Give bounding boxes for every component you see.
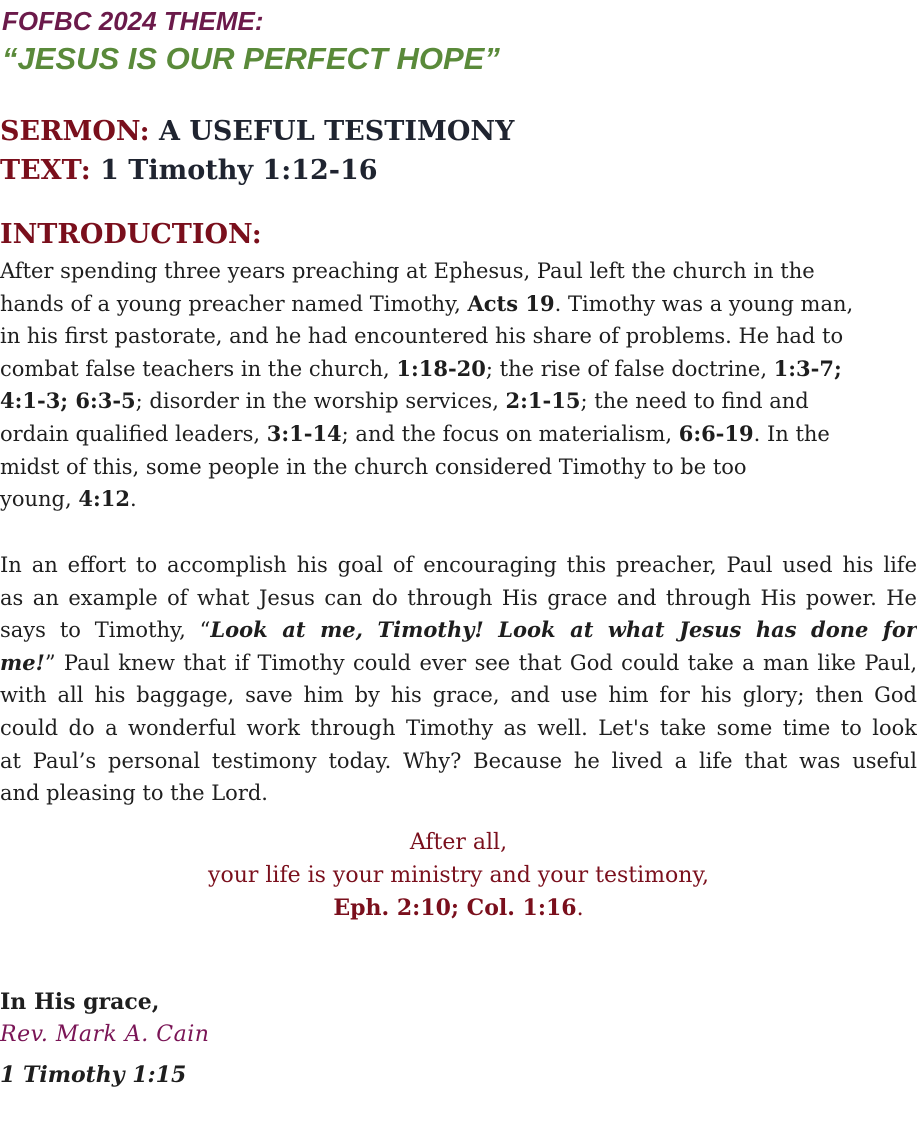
text-run: ordain qualified leaders, [0, 421, 267, 446]
paragraph-line [0, 353, 917, 386]
paragraph-line [0, 418, 917, 451]
scripture-reference: 4:1-3; 6:3-5 [0, 388, 136, 414]
sermon-title: A USEFUL TESTIMONY [159, 116, 515, 147]
paragraph-line [0, 549, 917, 582]
text-run: and pleasing to the Lord. [0, 781, 268, 806]
text-run: . Timothy was a young man, [554, 291, 854, 316]
paragraph-line [0, 777, 917, 810]
text-run: could do a wonderful work through Timothy as well. Let's take some time to look [0, 715, 917, 740]
text-run: in his first pastorate, and he had encountered his share of problems. He had to [0, 324, 844, 349]
theme-label: FOFBC 2024 THEME: [2, 6, 264, 36]
paragraph-line [0, 614, 917, 647]
callout-period: . [576, 896, 584, 921]
text-run: ; the rise of false doctrine, [485, 356, 774, 381]
text-heading [0, 153, 378, 189]
paragraph-line [0, 647, 917, 680]
callout-block [0, 826, 917, 925]
introduction-paragraph-1 [0, 255, 917, 516]
callout-line-2: your life is your ministry and your testimony, [208, 863, 709, 888]
paragraph-line [0, 712, 917, 745]
paragraph-line [0, 320, 917, 353]
text-run: ” Paul knew that if Timothy could ever see that God could take a man like Paul, [44, 650, 917, 675]
paragraph-line [0, 483, 917, 516]
paragraph-line [0, 288, 917, 321]
text-run: ; and the focus on materialism, [341, 421, 679, 446]
scripture-reference: 1:3-7; [773, 355, 842, 381]
text-run: young, [0, 487, 79, 512]
emphasis-quote: me! [0, 649, 45, 675]
sermon-heading [0, 114, 514, 150]
text-run: After spending three years preaching at Ephesus, Paul left the church in the [0, 259, 815, 283]
emphasis-quote: Look at me, Timothy! Look at what Jesus has done for [210, 617, 917, 643]
paragraph-line [0, 255, 917, 288]
text-run: midst of this, some people in the church considered Timothy to be too [0, 454, 747, 479]
signature-verse: 1 Timothy 1:15 [0, 1062, 187, 1088]
text-run: In an effort to accomplish his goal of encouraging this preacher, Paul used his life [0, 553, 917, 577]
paragraph-line [0, 451, 917, 484]
callout-refs-line [0, 892, 917, 925]
paragraph-line [0, 582, 917, 615]
text-run: as an example of what Jesus can do through His grace and through His power. He [0, 585, 917, 610]
closing-salutation: In His grace, [0, 989, 160, 1015]
scripture-reference: 4:12 [78, 486, 130, 512]
introduction-paragraph-2 [0, 549, 917, 810]
text-label: TEXT: [0, 155, 91, 186]
text-run: . In the [753, 421, 830, 446]
scripture-reference: 1:18-20 [396, 355, 486, 381]
theme-title: “JESUS IS OUR PERFECT HOPE” [2, 41, 500, 76]
text-run: ; the need to find and [580, 389, 809, 414]
text-reference: 1 Timothy 1:12-16 [100, 155, 378, 186]
scripture-reference: Acts 19 [467, 290, 555, 316]
scripture-reference: 2:1-15 [505, 388, 581, 414]
callout-line-1: After all, [409, 830, 508, 855]
paragraph-line [0, 679, 917, 712]
text-run: hands of a young preacher named Timothy, [0, 291, 468, 316]
callout-refs: Eph. 2:10; Col. 1:16 [333, 895, 577, 921]
text-run: ; disorder in the worship services, [135, 389, 506, 414]
text-run: combat false teachers in the church, [0, 356, 397, 381]
introduction-heading: INTRODUCTION: [0, 219, 262, 250]
text-run: at Paul’s personal testimony today. Why? Because he lived a life that was useful [0, 748, 917, 773]
scripture-reference: 3:1-14 [266, 420, 342, 446]
sermon-label: SERMON: [0, 116, 150, 147]
paragraph-line [0, 745, 917, 778]
scripture-reference: 6:6-19 [678, 420, 754, 446]
text-run: . [129, 487, 137, 512]
signature: Rev. Mark A. Cain [0, 1022, 210, 1047]
text-run: with all his baggage, save him by his grace, and use him for his glory; then God [0, 683, 917, 708]
text-run: says to Timothy, “ [0, 618, 211, 643]
paragraph-line [0, 385, 917, 418]
